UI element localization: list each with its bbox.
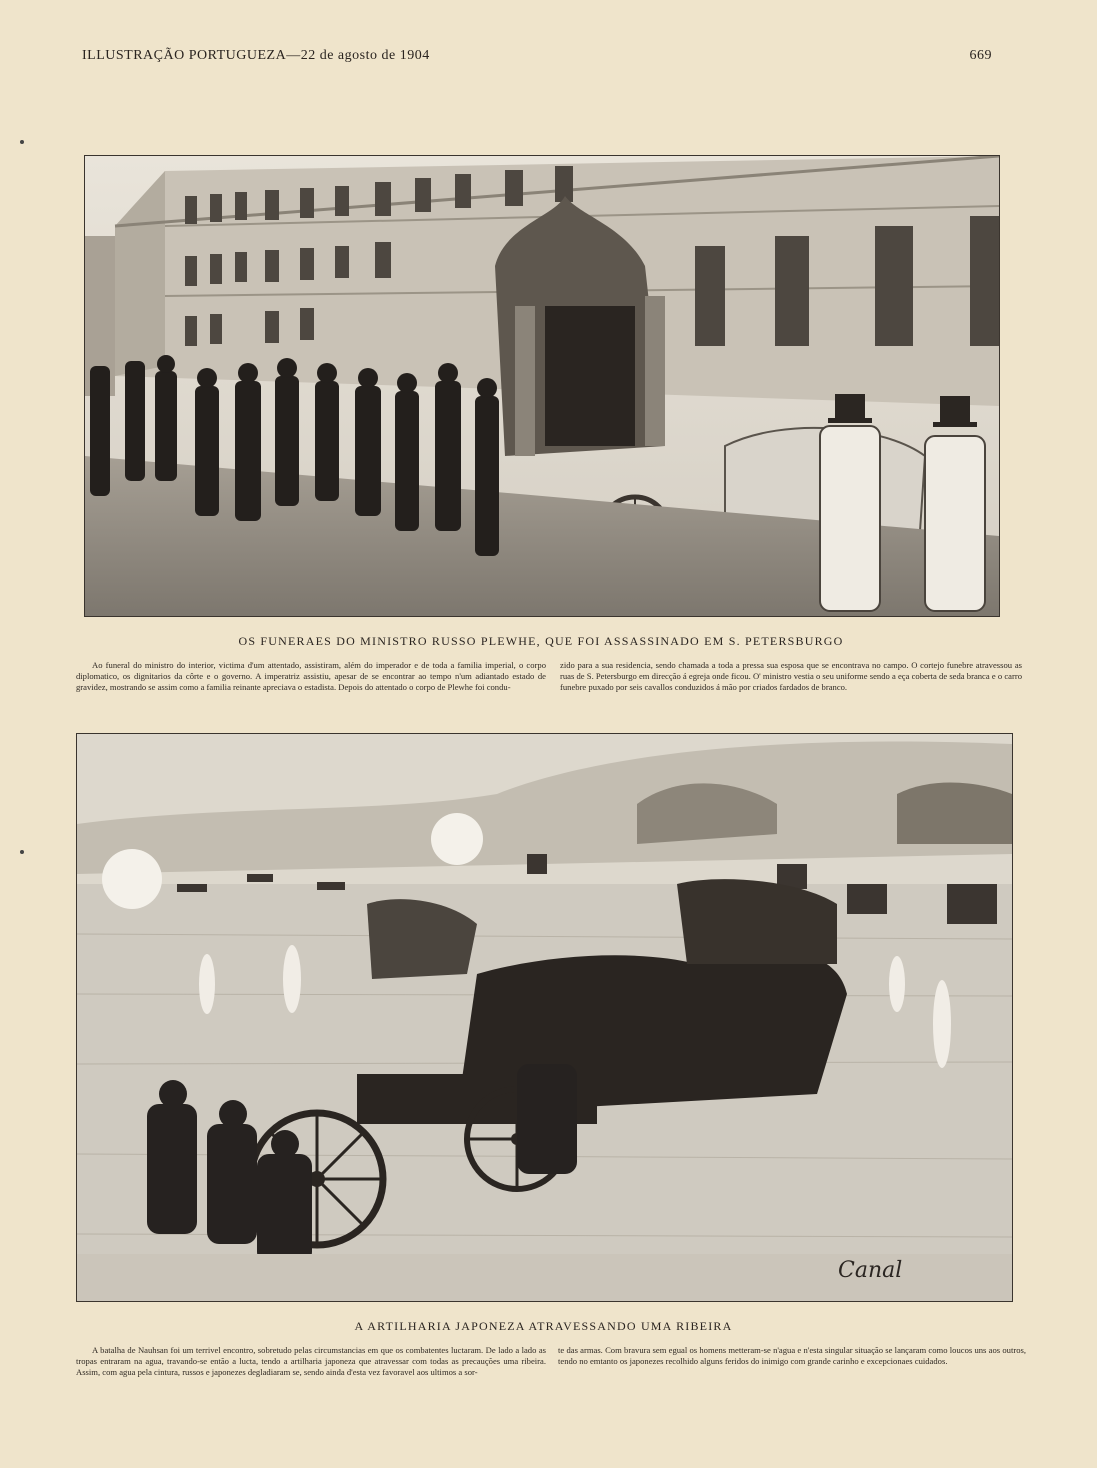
article2-text-left: A batalha de Nauhsan foi um terrivel encontro, sobretudo pelas circumstancias em que os combatentes luctaram. De lado a lado as tropas entraram na agua, travando-se então a lucta, tendo a artilharia japoneza que atravessar com todas as precauções uma ribeira. Assim, com agua pela cintura, russos e japonezes degladiaram se, sendo ainda d'esta vez favoravel aos ultimos a sor- bbox=[76, 1345, 546, 1377]
article1-text-right: zido para a sua residencia, sendo chamada a toda a pressa sua esposa que se encontrava no campo. O cortejo funebre atravessou as ruas de S. Petersburgo em direcção á egreja onde ficou. O' ministro vestia o seu uniforme sendo a eça coberta de seda branca e o carro funebre puxado por seis cavallos conduzidos á mão por criados fardados de branco. bbox=[560, 660, 1022, 692]
article1-title: OS FUNERAES DO MINISTRO RUSSO PLEWHE, QUE FOI ASSASSINADO EM S. PETERSBURGO bbox=[238, 634, 844, 648]
margin-speck bbox=[20, 850, 24, 854]
artist-signature: Canal bbox=[838, 1258, 903, 1283]
publication-title: ILLUSTRAÇÃO PORTUGUEZA—22 de agosto de 1904 bbox=[82, 48, 430, 63]
article2-text-right: te das armas. Com bravura sem egual os homens metteram-se n'agua e n'esta singular situação se lançaram como loucos uns aos outros, tendo no emtanto os japonezes recolhido alguns feridos do inimigo com grande carinho e excepcionaes cuidados. bbox=[558, 1345, 1026, 1366]
article1-text-left: Ao funeral do ministro do interior, victima d'um attentado, assistiram, além do imperador e de toda a familia imperial, o corpo diplomatico, os dignitarios da côrte e o governo. A imperatriz assistiu, apesar de se encontrar ao tempo n'um adiantado estado de gravidez, mostrando se assim como a familia reinante apreciava o estadista. Depois do attentado o corpo de Plewhe foi condu- bbox=[76, 660, 546, 692]
margin-speck bbox=[20, 140, 24, 144]
article2-title: A ARTILHARIA JAPONEZA ATRAVESSANDO UMA RIBEIRA bbox=[354, 1319, 733, 1333]
page-header bbox=[82, 48, 992, 68]
page-number: 669 bbox=[969, 48, 992, 63]
artillery-crossing-illustration bbox=[76, 733, 1013, 1302]
funeral-procession-photo bbox=[84, 155, 1000, 617]
